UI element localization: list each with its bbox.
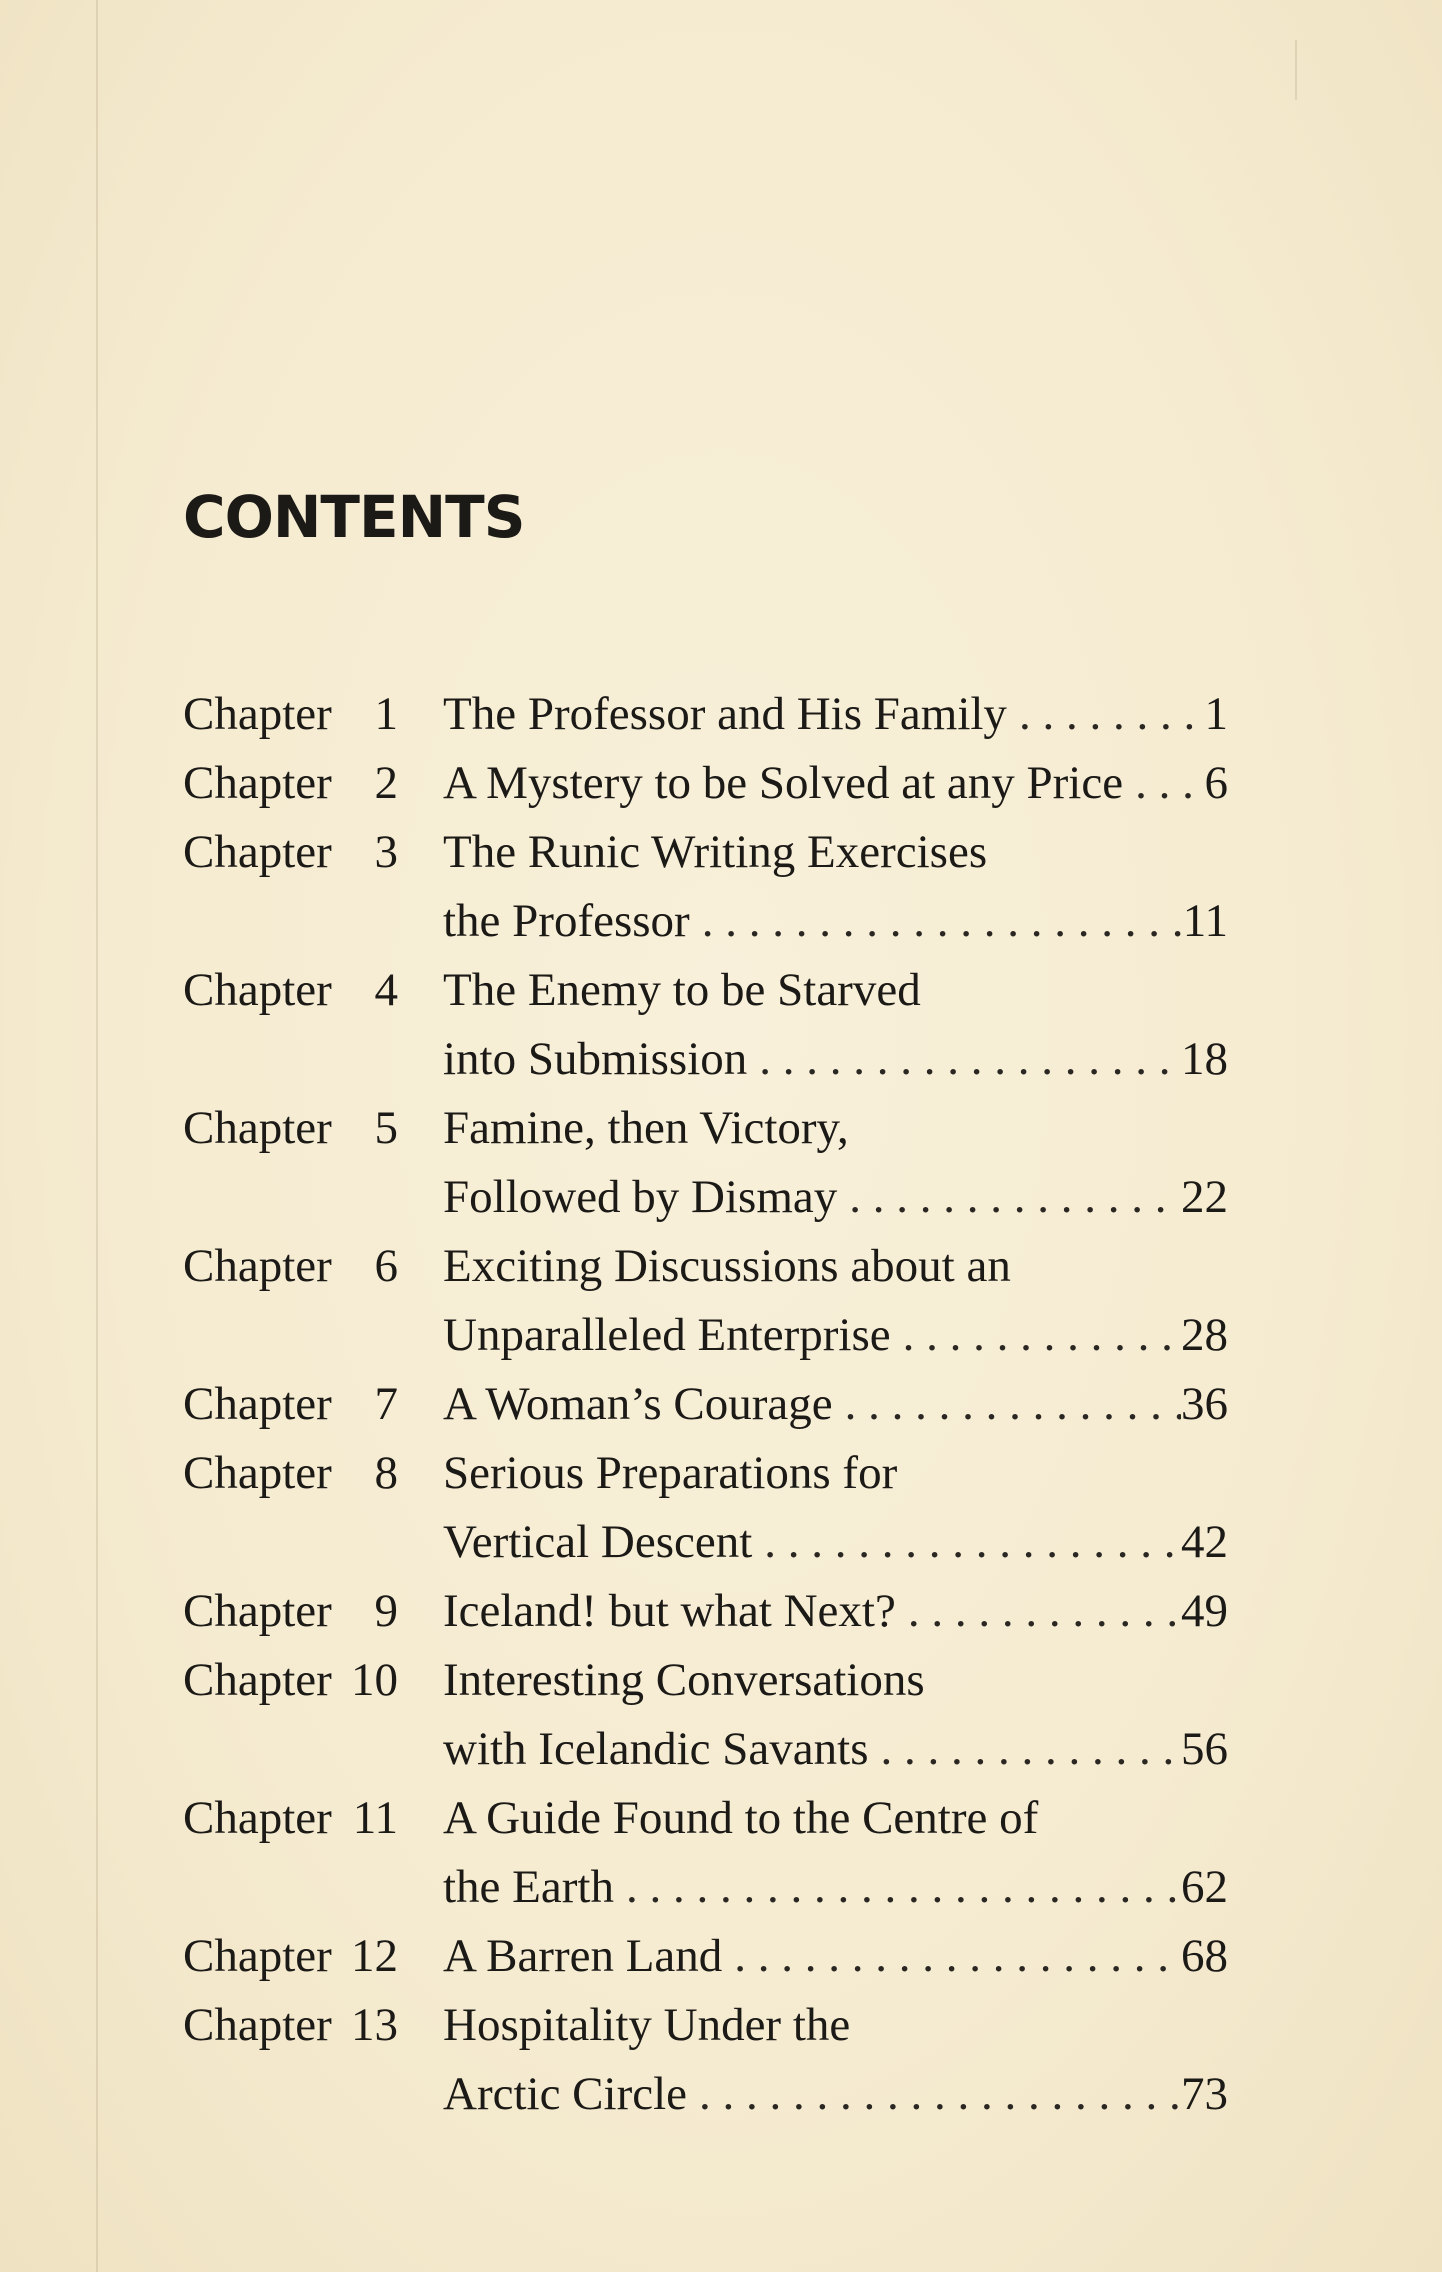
chapter-title-line [443,1715,1228,1784]
page-number: 42 [1181,1516,1228,1568]
chapter-title-line [443,1025,1228,1094]
page-number: 56 [1181,1723,1228,1775]
toc-entry[interactable] [183,1922,1228,1991]
page-number: 11 [1182,895,1228,947]
toc-entry[interactable] [183,1094,1228,1232]
chapter-title-block [443,1646,1228,1784]
chapter-label: Chapter [183,1102,332,1154]
toc-entry[interactable] [183,1232,1228,1370]
chapter-title-block [443,1094,1228,1232]
toc-entry[interactable] [183,818,1228,956]
dot-leader [880,1715,1181,1784]
chapter-title-line [443,749,1228,818]
toc-entry[interactable] [183,1370,1228,1439]
chapter-number: 11 [352,1792,398,1844]
chapter-title-text: with Icelandic Savants [443,1723,869,1775]
chapter-title-line [443,1922,1228,1991]
chapter-title-text: the Professor [443,895,690,947]
dot-leader [699,2060,1181,2129]
chapter-number: 9 [374,1585,398,1637]
chapter-number: 4 [374,964,398,1016]
chapter-title-block [443,956,1228,1094]
chapter-title-text: Serious Preparations for [443,1447,898,1499]
page-number: 28 [1181,1309,1228,1361]
chapter-title-text: Hospitality Under the [443,1999,851,2051]
chapter-title-line [443,1853,1228,1922]
contents-heading: CONTENTS [183,483,525,551]
chapter-title-text: A Barren Land [443,1930,723,1982]
dot-leader [1019,680,1205,749]
chapter-number: 13 [351,1999,398,2051]
chapter-title-line [443,1163,1228,1232]
chapter-number: 5 [374,1102,398,1154]
chapter-title-text: The Professor and His Family [443,688,1007,740]
page-number: 62 [1181,1861,1228,1913]
chapter-title-line [443,1991,1228,2060]
chapter-label: Chapter [183,688,332,740]
chapter-label: Chapter [183,1447,332,1499]
chapter-label: Chapter [183,1654,332,1706]
toc-entry[interactable] [183,1577,1228,1646]
page-crease-left [96,0,98,2272]
chapter-title-block [443,1577,1228,1646]
dot-leader [849,1163,1181,1232]
dot-leader [702,887,1183,956]
chapter-number: 2 [374,757,398,809]
chapter-title-line [443,1094,1228,1163]
toc-entry[interactable] [183,749,1228,818]
chapter-label: Chapter [183,757,332,809]
dot-leader [759,1025,1181,1094]
chapter-number: 7 [374,1378,398,1430]
chapter-title-text: Famine, then Victory, [443,1102,849,1154]
toc-entry[interactable] [183,1991,1228,2129]
chapter-title-line [443,2060,1228,2129]
dot-leader [903,1301,1181,1370]
page-number: 18 [1181,1033,1228,1085]
chapter-number: 1 [374,688,398,740]
chapter-title-line [443,1577,1228,1646]
chapter-title-line [443,680,1228,749]
toc-entry[interactable] [183,1784,1228,1922]
page-number: 68 [1181,1930,1228,1982]
chapter-title-line [443,1508,1228,1577]
chapter-title-text: A Woman’s Courage [443,1378,833,1430]
table-of-contents [183,680,1228,2129]
page-number: 36 [1181,1378,1228,1430]
chapter-number: 10 [351,1654,398,1706]
chapter-label: Chapter [183,1930,332,1982]
chapter-title-block [443,818,1228,956]
chapter-title-text: Exciting Discussions about an [443,1240,1011,1292]
chapter-label: Chapter [183,1585,332,1637]
chapter-title-text: into Submission [443,1033,748,1085]
toc-entry[interactable] [183,956,1228,1094]
page-crease-right [1295,40,1297,100]
chapter-label: Chapter [183,826,332,878]
chapter-title-line [443,887,1228,956]
chapter-title-line [443,1646,1228,1715]
chapter-title-block [443,1784,1228,1922]
chapter-title-text: Followed by Dismay [443,1171,838,1223]
chapter-title-text: Unparalleled Enterprise [443,1309,891,1361]
chapter-title-text: The Runic Writing Exercises [443,826,988,878]
chapter-title-block [443,1991,1228,2129]
page-number: 73 [1181,2068,1228,2120]
chapter-title-text: A Mystery to be Solved at any Price [443,757,1124,809]
chapter-number: 6 [374,1240,398,1292]
chapter-number: 8 [374,1447,398,1499]
chapter-title-block [443,1922,1228,1991]
toc-entry[interactable] [183,680,1228,749]
chapter-title-block [443,749,1228,818]
chapter-title-text: the Earth [443,1861,614,1913]
chapter-title-block [443,1370,1228,1439]
chapter-title-line [443,1784,1228,1853]
chapter-title-line [443,1301,1228,1370]
toc-entry[interactable] [183,1646,1228,1784]
chapter-title-line [443,1439,1228,1508]
chapter-title-text: Iceland! but what Next? [443,1585,896,1637]
chapter-label: Chapter [183,1378,332,1430]
chapter-label: Chapter [183,1240,332,1292]
chapter-title-line [443,1370,1228,1439]
page-number: 49 [1181,1585,1228,1637]
page-number: 1 [1204,688,1228,740]
dot-leader [764,1508,1181,1577]
chapter-title-block [443,1232,1228,1370]
chapter-title-text: A Guide Found to the Centre of [443,1792,1039,1844]
chapter-title-line [443,956,1228,1025]
dot-leader [908,1577,1181,1646]
chapter-label: Chapter [183,1999,332,2051]
chapter-title-block [443,680,1228,749]
chapter-title-text: Interesting Conversations [443,1654,925,1706]
dot-leader [626,1853,1181,1922]
chapter-title-text: The Enemy to be Starved [443,964,921,1016]
chapter-label: Chapter [183,1792,332,1844]
chapter-title-block [443,1439,1228,1577]
dot-leader [1135,749,1204,818]
dot-leader [845,1370,1181,1439]
page-number: 6 [1204,757,1228,809]
chapter-title-line [443,1232,1228,1301]
chapter-title-text: Vertical Descent [443,1516,753,1568]
chapter-label: Chapter [183,964,332,1016]
chapter-title-line [443,818,1228,887]
toc-entry[interactable] [183,1439,1228,1577]
dot-leader [734,1922,1181,1991]
chapter-number: 3 [374,826,398,878]
chapter-number: 12 [351,1930,398,1982]
page-number: 22 [1181,1171,1228,1223]
chapter-title-text: Arctic Circle [443,2068,688,2120]
